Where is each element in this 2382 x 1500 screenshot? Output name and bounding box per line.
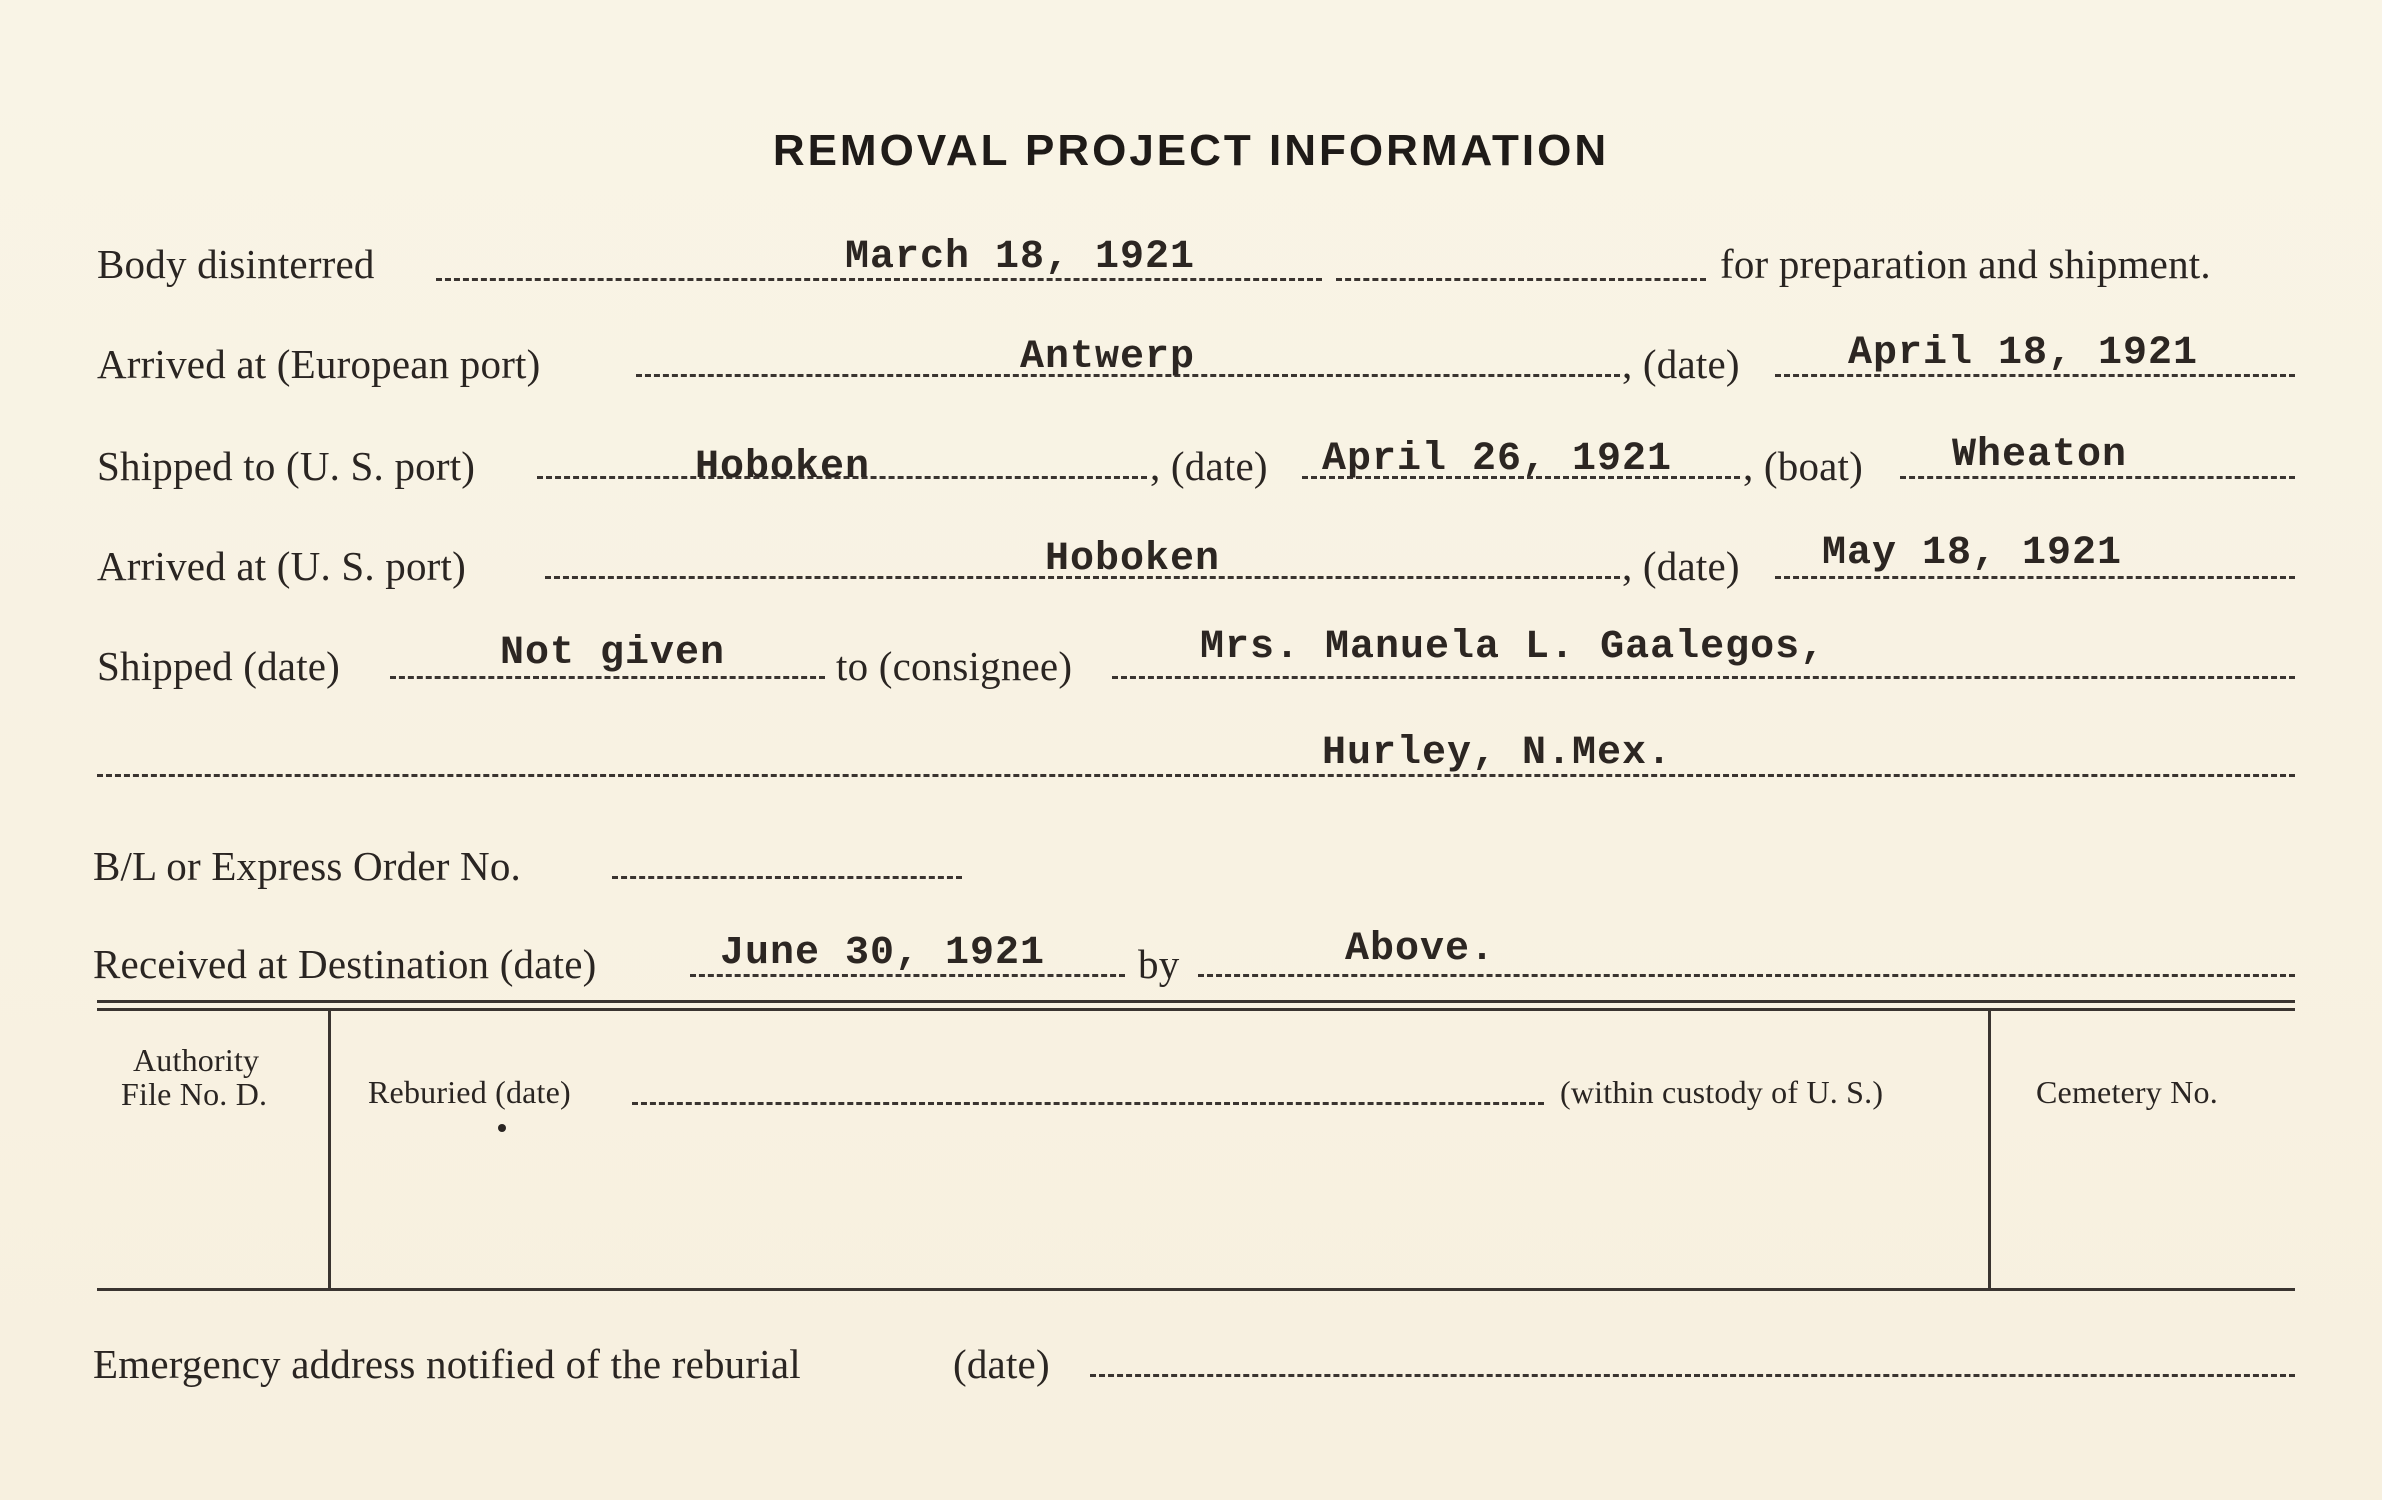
consignee-line-1 — [1112, 676, 2295, 679]
boat-value: Wheaton — [1952, 433, 2128, 478]
ink-dot — [498, 1124, 506, 1132]
emergency-date-line — [1090, 1374, 2295, 1377]
emergency-date-label: (date) — [953, 1341, 1050, 1387]
by-label: by — [1138, 941, 1180, 987]
received-date-value: June 30, 1921 — [720, 931, 1046, 976]
disinterred-date-value: March 18, 1921 — [845, 235, 1196, 280]
shipped-date-line — [390, 676, 825, 679]
european-port-value: Antwerp — [1020, 335, 1196, 380]
cemetery-no-label: Cemetery No. — [2036, 1074, 2218, 1110]
consignee-line-2 — [97, 774, 2295, 777]
received-destination-label: Received at Destination (date) — [93, 941, 597, 987]
emergency-address-label: Emergency address notified of the reburial — [93, 1341, 801, 1387]
authority-column-divider — [328, 1010, 331, 1288]
body-disinterred-label: Body disinterred — [97, 241, 375, 287]
bl-order-label: B/L or Express Order No. — [93, 843, 521, 889]
reburied-date-line — [632, 1102, 1544, 1105]
shipped-date-value: Not given — [500, 631, 726, 676]
shipped-date-label: Shipped (date) — [97, 643, 341, 689]
received-by-value: Above. — [1345, 927, 1496, 972]
for-preparation-label: for preparation and shipment. — [1720, 241, 2211, 287]
section-divider-bottom — [97, 1008, 2295, 1011]
us-arrival-date-label: , (date) — [1622, 543, 1740, 589]
disinterred-extra-line — [1336, 278, 1706, 281]
european-date-label: , (date) — [1622, 341, 1740, 387]
box-bottom-rule — [97, 1288, 2295, 1291]
arrived-us-port-label: Arrived at (U. S. port) — [97, 543, 466, 589]
us-port-arrived-value: Hoboken — [1045, 537, 1221, 582]
us-arrival-date-value: May 18, 1921 — [1822, 531, 2123, 576]
authority-label: Authority — [133, 1042, 260, 1078]
boat-label: , (boat) — [1743, 443, 1863, 489]
to-consignee-label: to (consignee) — [836, 643, 1073, 689]
us-port-shipped-value: Hoboken — [695, 445, 871, 490]
consignee-line2-value: Hurley, N.Mex. — [1322, 731, 1673, 776]
file-no-label: File No. D. — [121, 1076, 268, 1112]
section-divider-top — [97, 1000, 2295, 1003]
bl-order-line — [612, 876, 962, 879]
received-by-line — [1198, 974, 2295, 977]
within-custody-label: (within custody of U. S.) — [1560, 1074, 1884, 1110]
shipped-to-us-port-label: Shipped to (U. S. port) — [97, 443, 476, 489]
us-arrival-date-line — [1775, 576, 2295, 579]
european-date-value: April 18, 1921 — [1848, 331, 2199, 376]
reburied-label: Reburied (date) — [368, 1074, 571, 1110]
cemetery-column-divider — [1988, 1010, 1991, 1288]
arrived-european-port-label: Arrived at (European port) — [97, 341, 541, 387]
us-ship-date-value: April 26, 1921 — [1322, 437, 1673, 482]
us-ship-date-label: , (date) — [1150, 443, 1268, 489]
card-title: REMOVAL PROJECT INFORMATION — [772, 126, 1610, 175]
consignee-line1-value: Mrs. Manuela L. Gaalegos, — [1200, 625, 1826, 670]
